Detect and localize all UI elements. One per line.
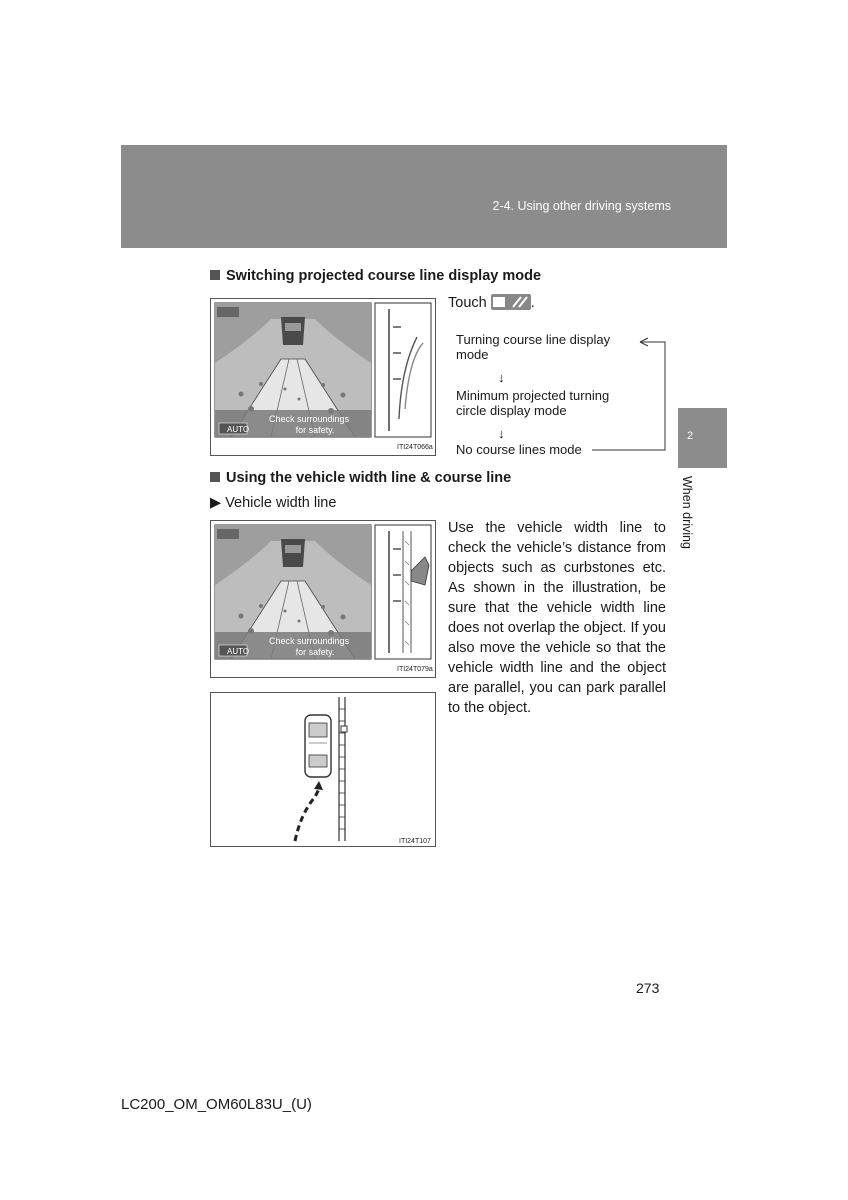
overlay-warning-line1: Check surroundings: [268, 636, 350, 646]
parallel-parking-illustration: [211, 693, 435, 846]
camera-figure-width-line: [210, 520, 436, 678]
figure-code: ITI24T066a: [397, 444, 433, 451]
chapter-tab: [678, 408, 727, 468]
course-line-mode-icon: [491, 294, 531, 310]
camera-figure-course-line: [210, 298, 436, 456]
square-bullet-icon: [210, 472, 220, 482]
camera-screen-illustration: [211, 299, 435, 455]
camera-screen-illustration: [211, 521, 435, 677]
page-header: [121, 145, 727, 248]
parking-diagram-figure: [210, 692, 436, 847]
figure-code: ITI24T079a: [397, 666, 433, 673]
section2-heading: [210, 470, 511, 486]
page-number: 273: [636, 980, 660, 996]
mode1-line1: Turning course line display: [456, 332, 611, 347]
section2-heading-text: Using the vehicle width line & course line: [226, 470, 512, 486]
touch-prefix: Touch: [448, 295, 487, 311]
figure-code: ITI24T107: [399, 838, 431, 845]
square-bullet-icon: [210, 270, 220, 280]
chapter-number: 2: [687, 430, 694, 442]
down-arrow-icon: ↓: [498, 370, 505, 385]
vehicle-width-subheading: [210, 493, 336, 513]
touch-suffix: .: [530, 295, 535, 311]
auto-button-label: AUTO: [227, 425, 250, 434]
triangle-bullet-icon: ▶: [210, 495, 222, 511]
subheading-text: Vehicle width line: [225, 495, 337, 511]
down-arrow-icon: ↓: [498, 426, 505, 441]
chapter-title: When driving: [680, 476, 694, 549]
overlay-warning-line1: Check surroundings: [268, 414, 350, 424]
mode-item-3: No course lines mode: [456, 442, 582, 457]
section1-heading-text: Switching projected course line display mode: [226, 268, 542, 284]
auto-button-label: AUTO: [227, 647, 250, 656]
vehicle-width-paragraph: Use the vehicle width line to check the vehicle’s distance from objects such as curbstones etc. As shown in the illustration, be sure that the vehicle width line does not overlap the object. If you also move the vehicle so that the vehicle width line and the object are parallel, you can park parallel to the object.: [448, 520, 666, 716]
mode1-line2: mode: [456, 347, 489, 362]
mode2-line2: circle display mode: [456, 403, 567, 418]
section1-heading: [210, 268, 541, 284]
mode2-line1: Minimum projected turning: [456, 388, 610, 403]
cycle-return-arrow: [590, 334, 670, 456]
section-title: 2-4. Using other driving systems: [492, 199, 671, 213]
overlay-warning-line2: for safety.: [295, 425, 335, 435]
overlay-warning-line2: for safety.: [295, 647, 335, 657]
document-code: LC200_OM_OM60L83U_(U): [121, 1096, 312, 1113]
touch-instruction: [448, 293, 535, 313]
